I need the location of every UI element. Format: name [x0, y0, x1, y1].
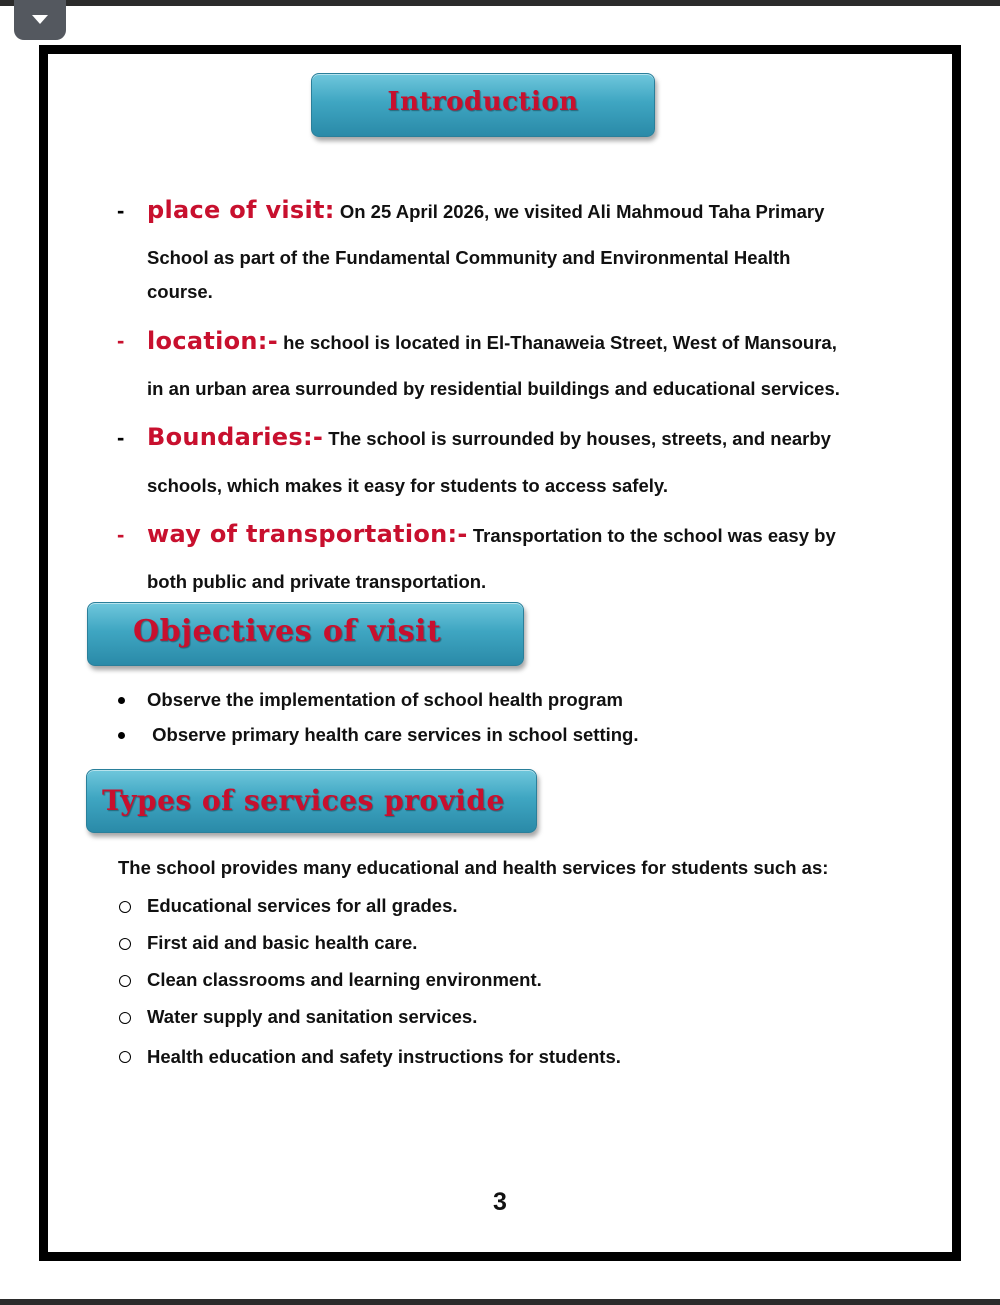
collapse-toggle-button[interactable]: [14, 0, 66, 40]
objective-item: Observe primary health care services in school setting.: [147, 724, 639, 745]
service-item: Health education and safety instructions for students.: [147, 1046, 621, 1067]
dash-marker: -: [117, 328, 125, 353]
transportation-heading: way of transportation:-: [147, 520, 468, 548]
transportation-text-line-2: both public and private transportation.: [147, 571, 487, 592]
location-heading: location:-: [147, 327, 278, 355]
circle-bullet-icon: [119, 1051, 131, 1063]
transportation-text: Transportation to the school was easy by: [467, 525, 836, 546]
bullet-icon: [118, 697, 125, 704]
place-of-visit-text-line-2: School as part of the Fundamental Community and Environmental Health: [147, 247, 791, 268]
bullet-icon: [118, 732, 125, 739]
place-of-visit-heading: place of visit:: [147, 196, 335, 224]
boundaries-heading: Boundaries:-: [147, 423, 324, 451]
location-text-line-2: in an urban area surrounded by residential buildings and educational services.: [147, 378, 840, 399]
location-line: [147, 327, 837, 355]
chevron-down-icon: [30, 13, 50, 27]
page-number: 3: [493, 1188, 507, 1216]
service-item: Clean classrooms and learning environment.: [147, 969, 542, 990]
dash-marker: -: [117, 522, 125, 547]
circle-bullet-icon: [119, 975, 131, 987]
circle-bullet-icon: [119, 938, 131, 950]
location-text: he school is located in El-Thanaweia Street, West of Mansoura,: [277, 332, 837, 353]
circle-bullet-icon: [119, 901, 131, 913]
boundaries-text: The school is surrounded by houses, streets, and nearby: [323, 428, 831, 449]
service-item: Water supply and sanitation services.: [147, 1006, 478, 1027]
transportation-line: [147, 520, 836, 548]
circle-bullet-icon: [119, 1012, 131, 1024]
objectives-banner: Objectives of visit: [87, 602, 524, 666]
services-intro: The school provides many educational and health services for students such as:: [118, 857, 829, 878]
objective-item: Observe the implementation of school health program: [147, 689, 623, 710]
introduction-banner: Introduction: [311, 73, 655, 137]
service-item: First aid and basic health care.: [147, 932, 418, 953]
boundaries-line: [147, 423, 831, 451]
dash-marker: -: [117, 198, 125, 223]
place-of-visit-text-line-3: course.: [147, 281, 213, 302]
top-bar: [0, 0, 1000, 6]
services-banner: Types of services provide: [86, 769, 537, 833]
boundaries-text-line-2: schools, which makes it easy for students to access safely.: [147, 475, 668, 496]
dash-marker: -: [117, 425, 125, 450]
bottom-bar: [0, 1299, 1000, 1305]
place-of-visit-line: [147, 196, 824, 224]
service-item: Educational services for all grades.: [147, 895, 458, 916]
place-of-visit-text: On 25 April 2026, we visited Ali Mahmoud Taha Primary: [334, 201, 825, 222]
